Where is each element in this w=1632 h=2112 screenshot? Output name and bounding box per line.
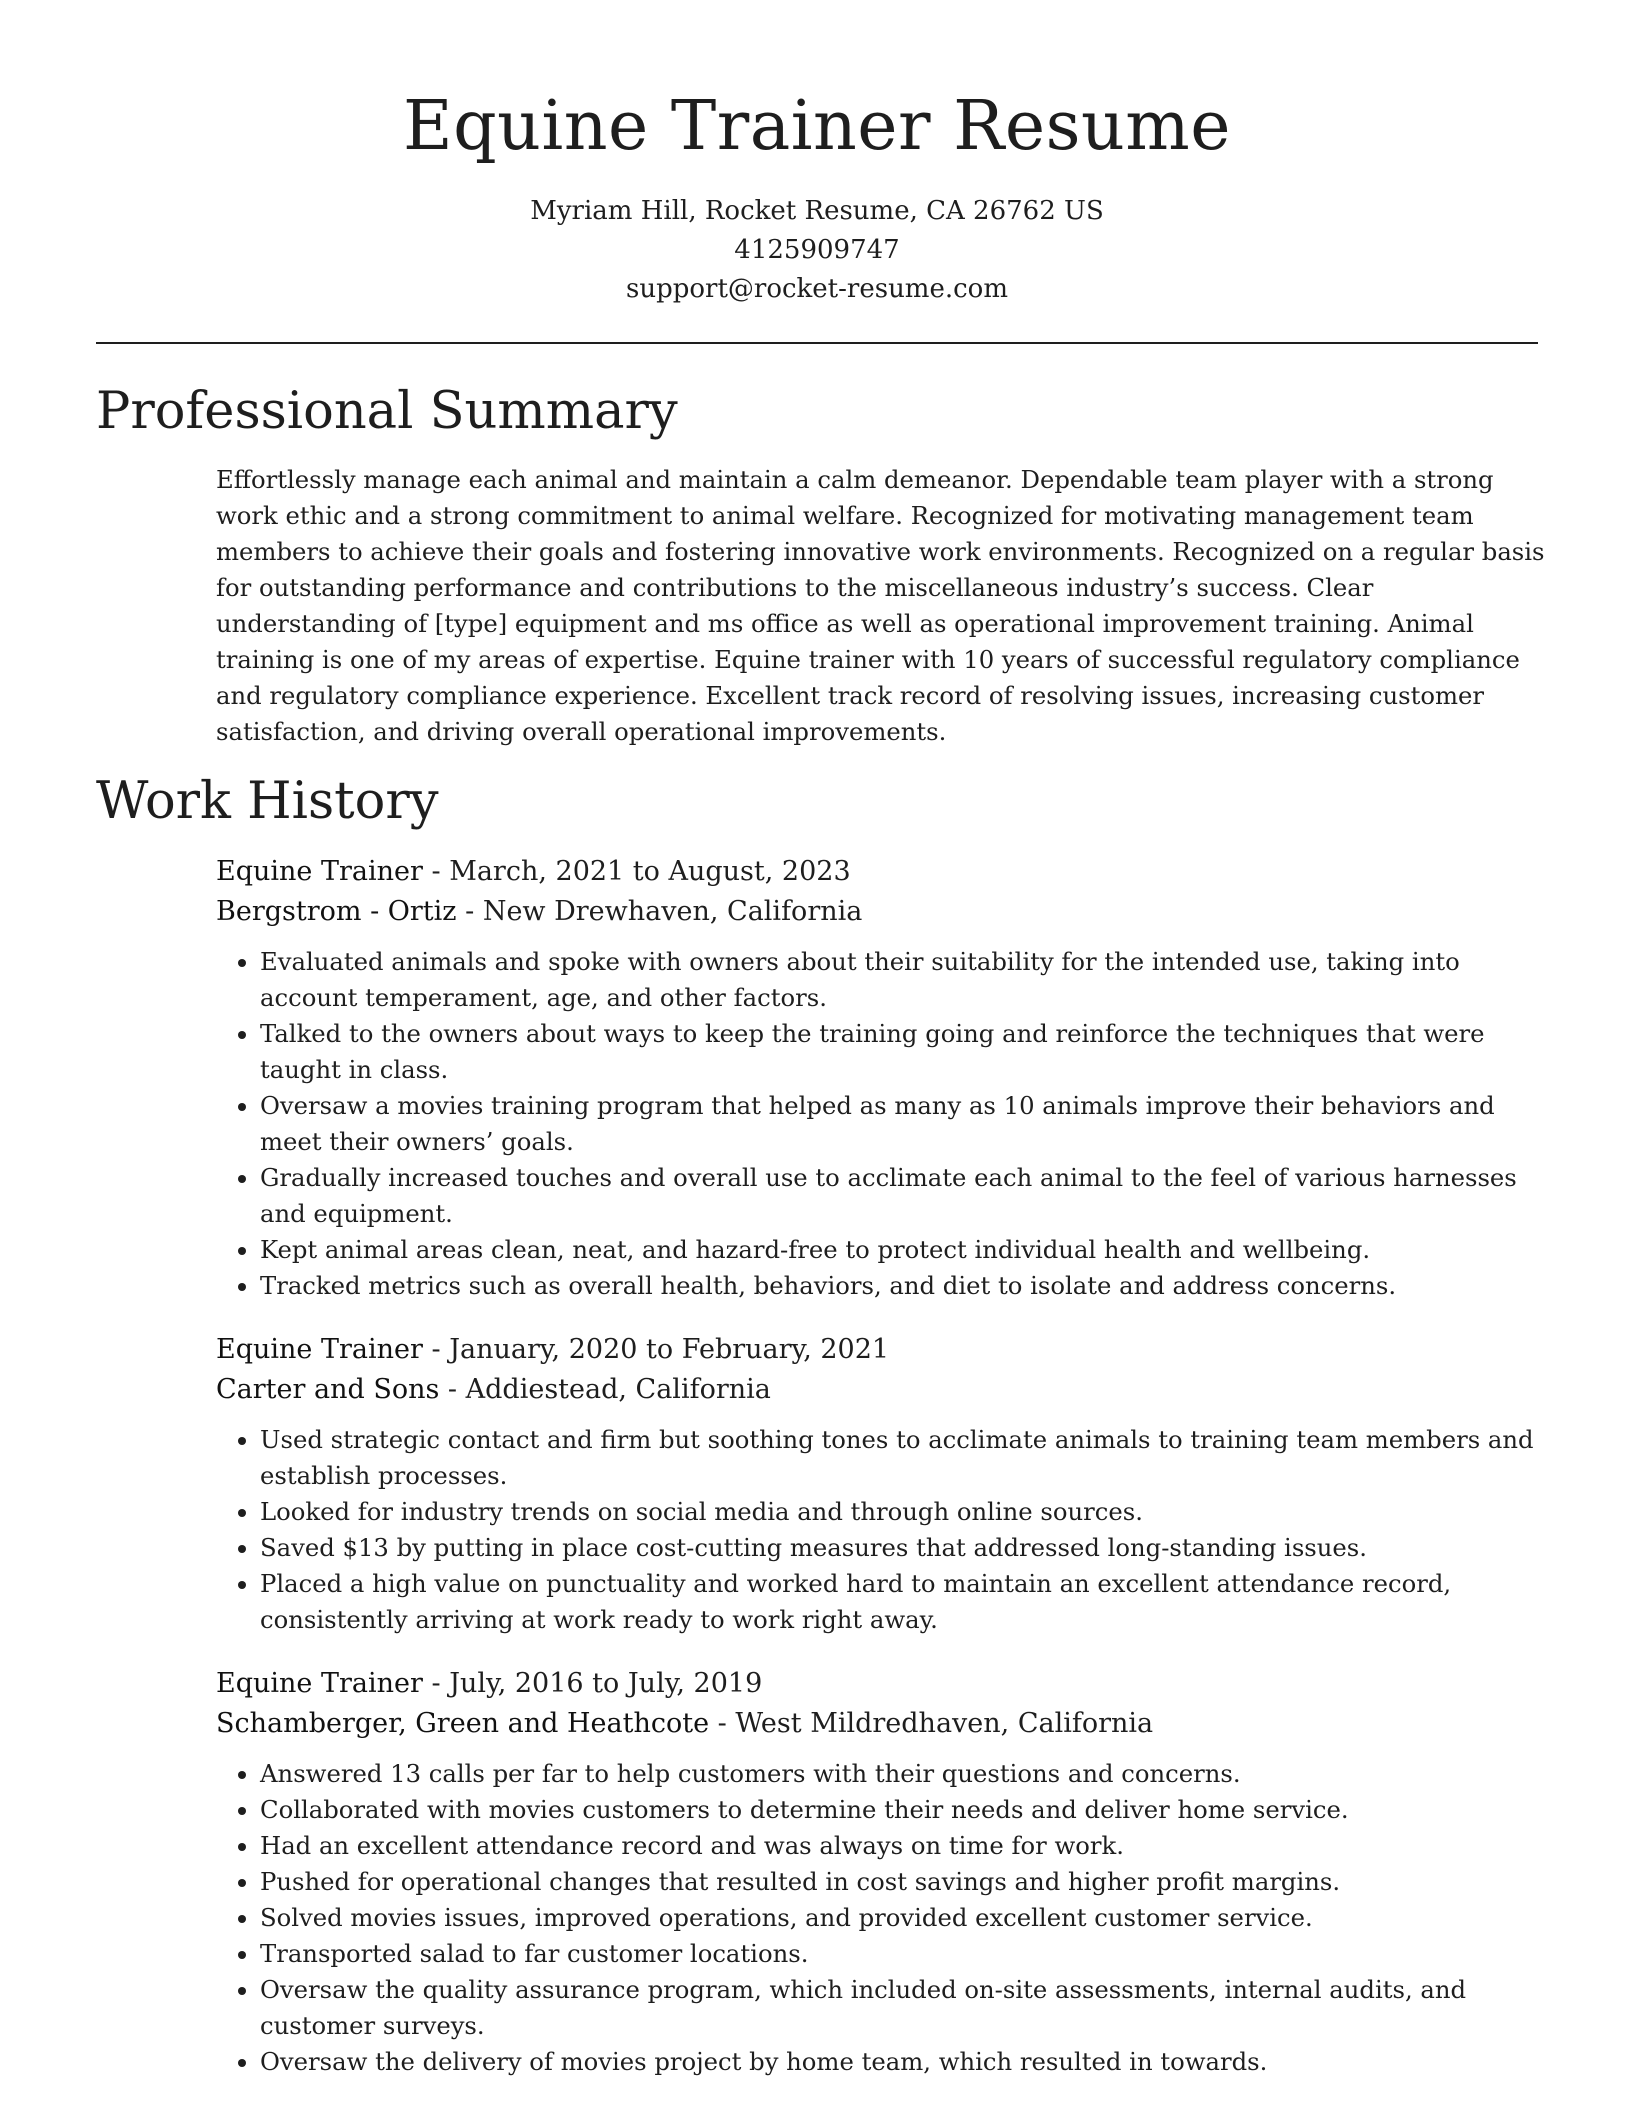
- job-company: Carter and Sons: [216, 1374, 440, 1405]
- job-bullet: • Transported salad to far customer locations.: [260, 1936, 1546, 1972]
- job-dates: July, 2016 to July, 2019: [449, 1668, 763, 1699]
- job-bullet: • Oversaw the quality assurance program, which included on-site assessments, internal audits, and customer surveys.: [260, 1972, 1546, 2044]
- job-bullet: • Placed a high value on punctuality and worked hard to maintain an excellent attendance record, consistently arriving at work ready to work right away.: [260, 1566, 1546, 1638]
- summary-text: Effortlessly manage each animal and maintain a calm demeanor. Dependable team player with a strong work ethic and a strong commitment to animal welfare. Recognized for motivating management team members to achieve their goals and fostering innovative work environments. Recognized on a regular basis for outstanding performance and contributions to the miscellaneous industry’s success. Clear understanding of [type] equipment and ms office as well as operational improvement training. Animal training is one of my areas of expertise. Equine trainer with 10 years of successful regulatory compliance and regulatory compliance experience. Excellent track record of resolving issues, increasing customer satisfaction, and driving overall operational improvements.: [216, 465, 1545, 746]
- job-company-line: Schamberger, Green and Heathcote - West Mildredhaven, California: [216, 1708, 1154, 1739]
- job-dates: March, 2021 to August, 2023: [449, 856, 851, 887]
- contact-phone: 4125909747: [734, 235, 900, 265]
- contact-email: support@rocket-resume.com: [625, 274, 1008, 304]
- job-company: Schamberger, Green and Heathcote: [216, 1708, 710, 1739]
- job-location: West Mildredhaven, California: [735, 1708, 1154, 1739]
- job-location: Addiestead, California: [465, 1374, 771, 1405]
- job-bullet: • Pushed for operational changes that resulted in cost savings and higher profit margins.: [260, 1864, 1546, 1900]
- job-company-line: Bergstrom - Ortiz - New Drewhaven, California: [216, 896, 863, 927]
- job-bullet: • Gradually increased touches and overall use to acclimate each animal to the feel of various harnesses and equipment.: [260, 1160, 1546, 1232]
- job-bullet: • Oversaw the delivery of movies project by home team, which resulted in towards.: [260, 2044, 1546, 2080]
- job-entry: [216, 852, 1546, 1304]
- job-bullets: [216, 1756, 1546, 2080]
- resume-title: Equine Trainer Resume: [402, 87, 1232, 166]
- job-company-line: Carter and Sons - Addiestead, California: [216, 1374, 771, 1405]
- job-title: Equine Trainer: [216, 1668, 423, 1699]
- job-entry: [216, 1664, 1546, 2080]
- job-bullet: • Looked for industry trends on social media and through online sources.: [260, 1494, 1546, 1530]
- work-history-list: [216, 852, 1546, 2106]
- contact-address: Myriam Hill, Rocket Resume, CA 26762 US: [530, 196, 1104, 226]
- work-history-heading: Work History: [96, 772, 439, 831]
- job-bullet: • Saved $13 by putting in place cost-cutting measures that addressed long-standing issues.: [260, 1530, 1546, 1566]
- job-title: Equine Trainer: [216, 1334, 423, 1365]
- job-title-line: Equine Trainer - July, 2016 to July, 2019: [216, 1668, 763, 1699]
- job-bullet: • Evaluated animals and spoke with owners about their suitability for the intended use, taking into account temperament, age, and other factors.: [260, 944, 1546, 1016]
- job-bullet: • Solved movies issues, improved operations, and provided excellent customer service.: [260, 1900, 1546, 1936]
- job-entry: [216, 1330, 1546, 1638]
- job-dates: January, 2020 to February, 2021: [449, 1334, 890, 1365]
- job-bullets: [216, 1422, 1546, 1638]
- job-bullet: • Had an excellent attendance record and was always on time for work.: [260, 1828, 1546, 1864]
- job-bullet: • Used strategic contact and firm but soothing tones to acclimate animals to training team members and establish processes.: [260, 1422, 1546, 1494]
- header-divider: [96, 342, 1538, 344]
- contact-block: [96, 192, 1538, 309]
- job-bullet: • Kept animal areas clean, neat, and hazard-free to protect individual health and wellbeing.: [260, 1232, 1546, 1268]
- job-title-line: Equine Trainer - January, 2020 to February, 2021: [216, 1334, 890, 1365]
- summary-heading: Professional Summary: [96, 382, 678, 441]
- job-bullet: • Answered 13 calls per far to help customers with their questions and concerns.: [260, 1756, 1546, 1792]
- job-title: Equine Trainer: [216, 856, 423, 887]
- job-bullet: • Oversaw a movies training program that helped as many as 10 animals improve their behaviors and meet their owners’ goals.: [260, 1088, 1546, 1160]
- job-location: New Drewhaven, California: [482, 896, 863, 927]
- job-bullet: • Talked to the owners about ways to keep the training going and reinforce the techniques that were taught in class.: [260, 1016, 1546, 1088]
- job-bullet: • Tracked metrics such as overall health, behaviors, and diet to isolate and address concerns.: [260, 1268, 1546, 1304]
- job-company: Bergstrom - Ortiz: [216, 896, 457, 927]
- job-bullet: • Collaborated with movies customers to determine their needs and deliver home service.: [260, 1792, 1546, 1828]
- job-title-line: Equine Trainer - March, 2021 to August, 2023: [216, 856, 851, 887]
- job-bullets: [216, 944, 1546, 1304]
